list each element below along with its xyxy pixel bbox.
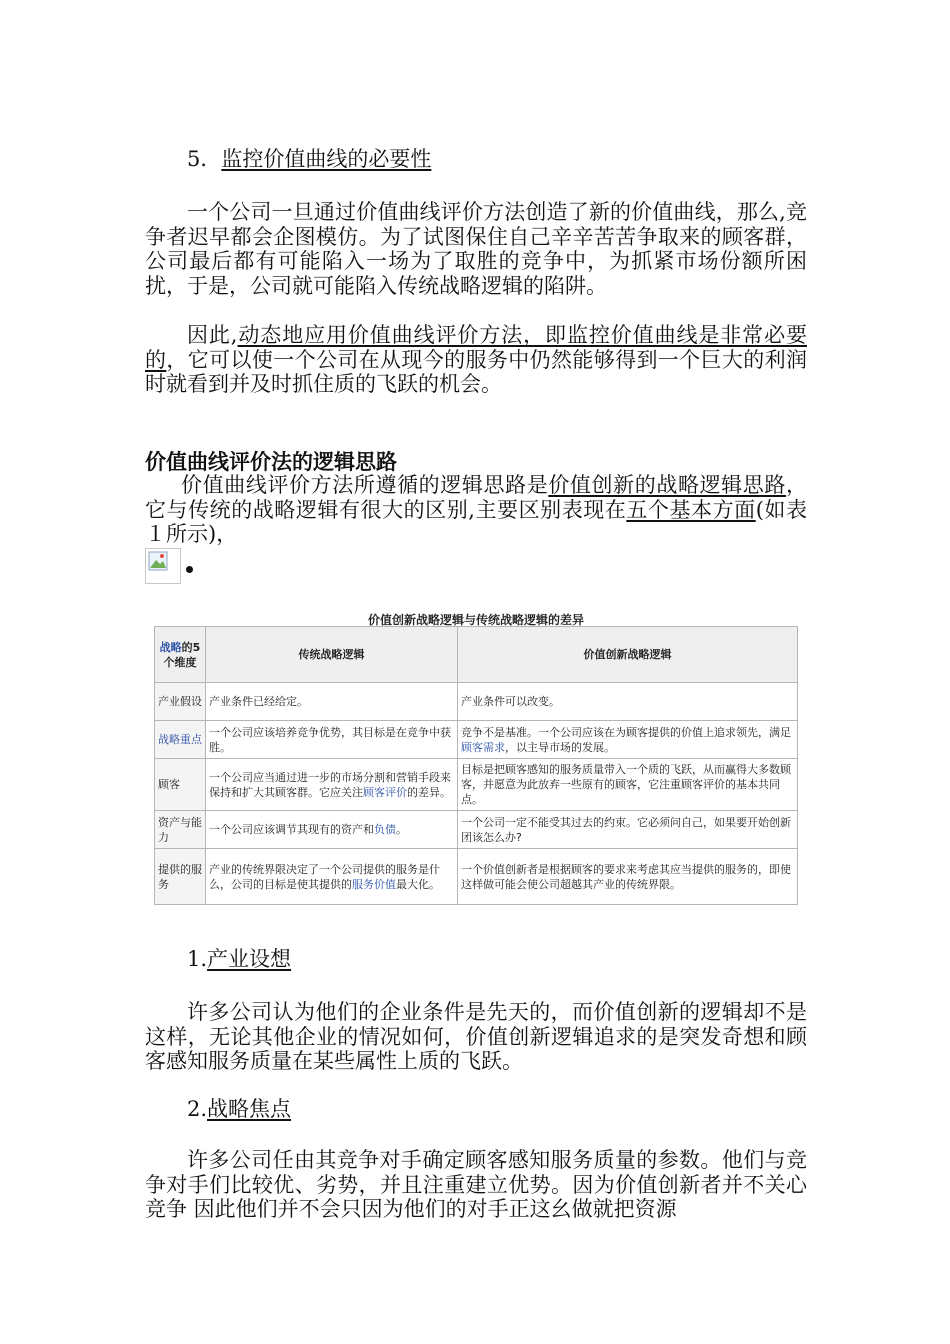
section-5-heading <box>145 147 807 172</box>
header-innovation: 价值创新战略逻辑 <box>458 627 798 683</box>
point-1-number: 1. <box>187 947 208 971</box>
customer-evaluation-link[interactable]: 顾客评价 <box>363 785 407 799</box>
strategic-focus-title-link[interactable]: 战略焦点 <box>207 1097 292 1121</box>
row-innovation: 目标是把顾客感知的服务质量带入一个质的飞跃，从而赢得大多数顾客，并愿意为此放弃一些原有的顾客，它注重顾客评价的基本共同点。 <box>458 759 798 811</box>
row-dimension: 资产与能力 <box>155 811 206 849</box>
service-value-link[interactable]: 服务价值 <box>352 877 396 891</box>
point-1-heading <box>145 947 807 972</box>
value-innovation-logic-link[interactable]: 价值创新的战略逻辑思路 <box>548 473 787 497</box>
table-row <box>155 759 798 811</box>
cell-text: 。 <box>396 823 407 836</box>
monitor-value-curve-link[interactable]: 动态地应用价值曲线评价方法，即监控价值曲线是非常必要的 <box>145 323 807 372</box>
cell-text: ，以主导市场的发展。 <box>505 740 615 754</box>
section-5-paragraph-1: 一个公司一旦通过价值曲线评价方法创造了新的价值曲线，那么,竞争者迟早都会企图模仿。为了试图保住自己辛辛苦苦争取来的顾客群，公司最后都有可能陷入一场为了取胜的竞争中，为抓紧市场份额所困扰，于是，公司就可能陷入传统战略逻辑的陷阱。 <box>145 200 807 298</box>
row-traditional: 一个公司应该培养竞争优势，其目标是在竞争中获胜。 <box>206 721 458 759</box>
table-row <box>155 811 798 849</box>
row-innovation: 一个公司一定不能受其过去的约束。它必须问自己，如果要开始创新团该怎么办? <box>458 811 798 849</box>
strategy-link[interactable]: 战略 <box>159 640 182 654</box>
bullet-icon <box>186 566 193 573</box>
cell-text: 的差异。 <box>407 785 451 799</box>
table-header-row <box>155 627 798 683</box>
cell-text: 产业的传统界限决定了一个公司提供的服务是什么，公司的目标是使其提供的 <box>209 862 440 891</box>
row-dimension: 提供的服务 <box>155 849 206 905</box>
cell-text: 最大化。 <box>396 877 440 891</box>
broken-image-icon <box>145 548 181 584</box>
row-dimension <box>155 721 206 759</box>
cell-text: 一个公司应当通过进一步的市场分割和营销手段来保持和扩大其顾客群。它应关注 <box>209 770 451 799</box>
table-row <box>155 683 798 721</box>
point-2-paragraph: 许多公司任由其竞争对手确定顾客感知服务质量的参数。他们与竞争对手们比较优、劣势，并且注重建立优势。因为价值创新者并不关心竞争 因此他们并不会只因为他们的对手正这幺做就把资源 <box>145 1148 807 1221</box>
table-row <box>155 849 798 905</box>
para2-suffix: ，它可以使一个公司在从现今的服务中仍然能够得到一个巨大的利润时就看到并及时抓住质的飞跃的机会。 <box>145 347 808 396</box>
logic-paragraph <box>145 473 807 547</box>
section-5-number: 5． <box>187 147 222 171</box>
strategic-focus-link[interactable]: 战略重点 <box>158 733 202 746</box>
logic-heading: 价值曲线评价法的逻辑思路 <box>145 450 397 474</box>
row-traditional <box>206 849 458 905</box>
broken-image-glyph <box>148 551 168 571</box>
logic-suffix: (如表１所示)， <box>145 497 807 546</box>
row-innovation <box>458 721 798 759</box>
comparison-table <box>154 626 798 905</box>
row-traditional <box>206 759 458 811</box>
table-title: 价值创新战略逻辑与传统战略逻辑的差异 <box>367 613 584 627</box>
cell-text: 一个公司应该调节其现有的资产和 <box>209 823 374 836</box>
row-innovation: 产业条件可以改变。 <box>458 683 798 721</box>
row-traditional <box>206 811 458 849</box>
header-dimension-rest: 的5个维度 <box>163 640 201 669</box>
header-traditional: 传统战略逻辑 <box>206 627 458 683</box>
section-5-paragraph-2 <box>145 323 807 397</box>
para2-prefix: 因此, <box>187 323 238 347</box>
industry-assumption-link[interactable]: 产业设想 <box>207 947 292 971</box>
header-dimension <box>155 627 206 683</box>
row-innovation: 一个价值创新者是根据顾客的要求来考虑其应当提供的服务的，即使这样做可能会使公司超越其产业的传统界限。 <box>458 849 798 905</box>
logic-middle: ，它与传统的战略逻辑有很大的区别,主要区别表现在 <box>145 473 808 522</box>
point-2-heading <box>145 1097 807 1122</box>
point-2-number: 2. <box>187 1097 208 1121</box>
liabilities-link[interactable]: 负债 <box>374 823 396 836</box>
customer-needs-link[interactable]: 顾客需求 <box>461 740 505 754</box>
cell-text: 竞争不是基准。一个公司应该在为顾客提供的价值上追求领先，满足 <box>461 725 791 739</box>
row-dimension: 顾客 <box>155 759 206 811</box>
table-row <box>155 721 798 759</box>
point-1-paragraph: 许多公司认为他们的企业条件是先天的，而价值创新的逻辑却不是这样，无论其他企业的情况如何，价值创新逻辑追求的是突发奇想和顾客感知服务质量在某些属性上质的飞跃。 <box>145 1000 807 1073</box>
row-dimension: 产业假设 <box>155 683 206 721</box>
logic-prefix: 价值曲线评价方法所遵循的逻辑思路是 <box>181 473 549 497</box>
section-5-title-link[interactable]: 监控价值曲线的必要性 <box>221 147 432 171</box>
five-aspects-link[interactable]: 五个基本方面 <box>626 497 756 522</box>
row-traditional: 产业条件已经给定。 <box>206 683 458 721</box>
